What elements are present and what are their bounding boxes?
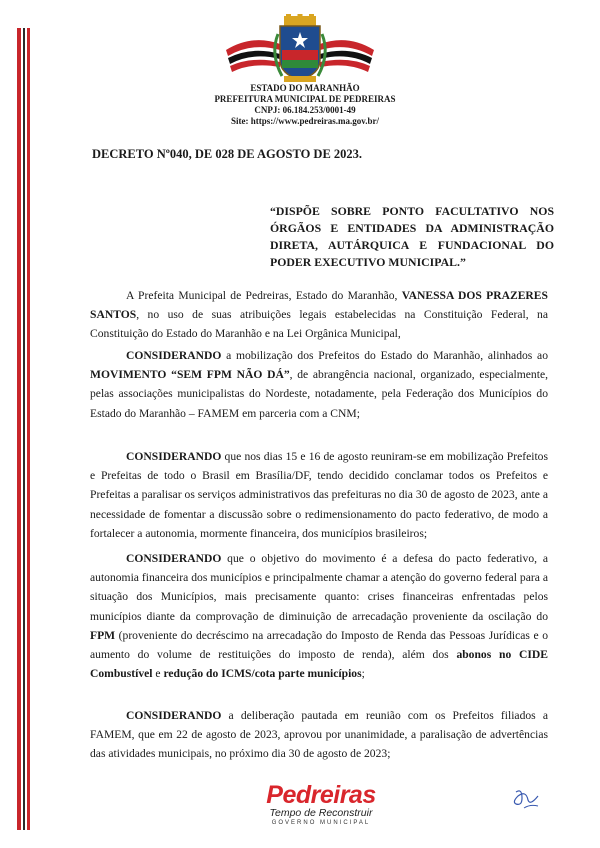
logo-name: Pedreiras [266, 781, 376, 809]
prefecture-name: PREFEITURA MUNICIPAL DE PEDREIRAS [214, 94, 396, 104]
state-name: ESTADO DO MARANHÃO [250, 83, 360, 93]
coat-of-arms-logo [222, 14, 378, 84]
site-text: Site: https://www.pedreiras.ma.gov.br/ [230, 116, 380, 126]
paragraph-preamble: A Prefeita Municipal de Pedreiras, Estado do Maranhão, VANESSA DOS PRAZERES SANTOS, no uso de suas atribuições legais estabelecidas na Constituição Federal, na Constituição do Estado do Maranhão e na Lei Orgânica Municipal, [90, 289, 548, 341]
paragraph-considerando-2: CONSIDERANDO que nos dias 15 e 16 de agosto reuniram-se em mobilização Prefeitos e Prefeitas de todo o Brasil em Brasília/DF, tendo decidido conclamar todos os Prefeitos e Prefeitas a paralisar os serviços administrativos das prefeituras no dia 30 de agosto de 2023, ante a necessidade de fomentar a discussão sobre o redimensionamento do pacto federativo, de modo a fortalecer a autonomia, mormente financeira, dos municípios brasileiros; [90, 450, 548, 540]
mayor-name: VANESSA DOS PRAZERES SANTOS [90, 289, 548, 322]
logo-slogan: Tempo de Reconstruir [269, 807, 373, 819]
left-black-stripe [23, 28, 25, 830]
paragraph-considerando-1: CONSIDERANDO a mobilização dos Prefeitos do Estado do Maranhão, alinhados ao MOVIMENTO “SEM FPM NÃO DÁ”, de abrangência nacional, organizado, especialmente, pelas associações municipalistas do Nordeste, notadamente, pela Federação dos Municípios do Estado do Maranhão – FAMEM em parceria com a CNM; [90, 349, 548, 420]
logo-government: GOVERNO MUNICIPAL [271, 820, 371, 826]
paragraph-considerando-4: CONSIDERANDO a deliberação pautada em reunião com os Prefeitos filiados a FAMEM, que em 22 de agosto de 2023, aprovou por unanimidade, a paralisação de advertências das atividades municipais, no próximo dia 30 de agosto de 2023; [90, 709, 548, 761]
paragraph-considerando-3: CONSIDERANDO que o objetivo do movimento é a defesa do pacto federativo, a autonomia financeira dos municípios e principalmente chamar a atenção do governo federal para a situação dos Municípios, mais precisamente quanto: crises financeiras enfrentadas pelos municípios diante da comprovação de diminuição de arrecadação proveniente da oscilação do FPM (proveniente do decréscimo na arrecadação do Imposto de Renda das Pessoas Jurídicas e o aumento do volume de restituições do imposto de renda), além dos abonos no CIDE Combustível e redução do ICMS/cota parte municípios; [90, 552, 548, 681]
letterhead [140, 83, 470, 127]
cnpj-text: CNPJ: 06.184.253/0001-49 [254, 105, 356, 115]
decree-title: DECRETO Nº040, DE 028 DE AGOSTO DE 2023. [92, 147, 363, 161]
ementa: “DISPÕE SOBRE PONTO FACULTATIVO NOS ÓRGÃOS E ENTIDADES DA ADMINISTRAÇÃO DIRETA, AUTÁRQUICA E FUNDACIONAL DO PODER EXECUTIVO MUNICIPAL.” [270, 204, 554, 269]
left-red-stripe [17, 28, 21, 830]
left-red-stripe-inner [27, 28, 30, 830]
signature-initials [508, 784, 544, 812]
footer-logo [246, 782, 396, 827]
